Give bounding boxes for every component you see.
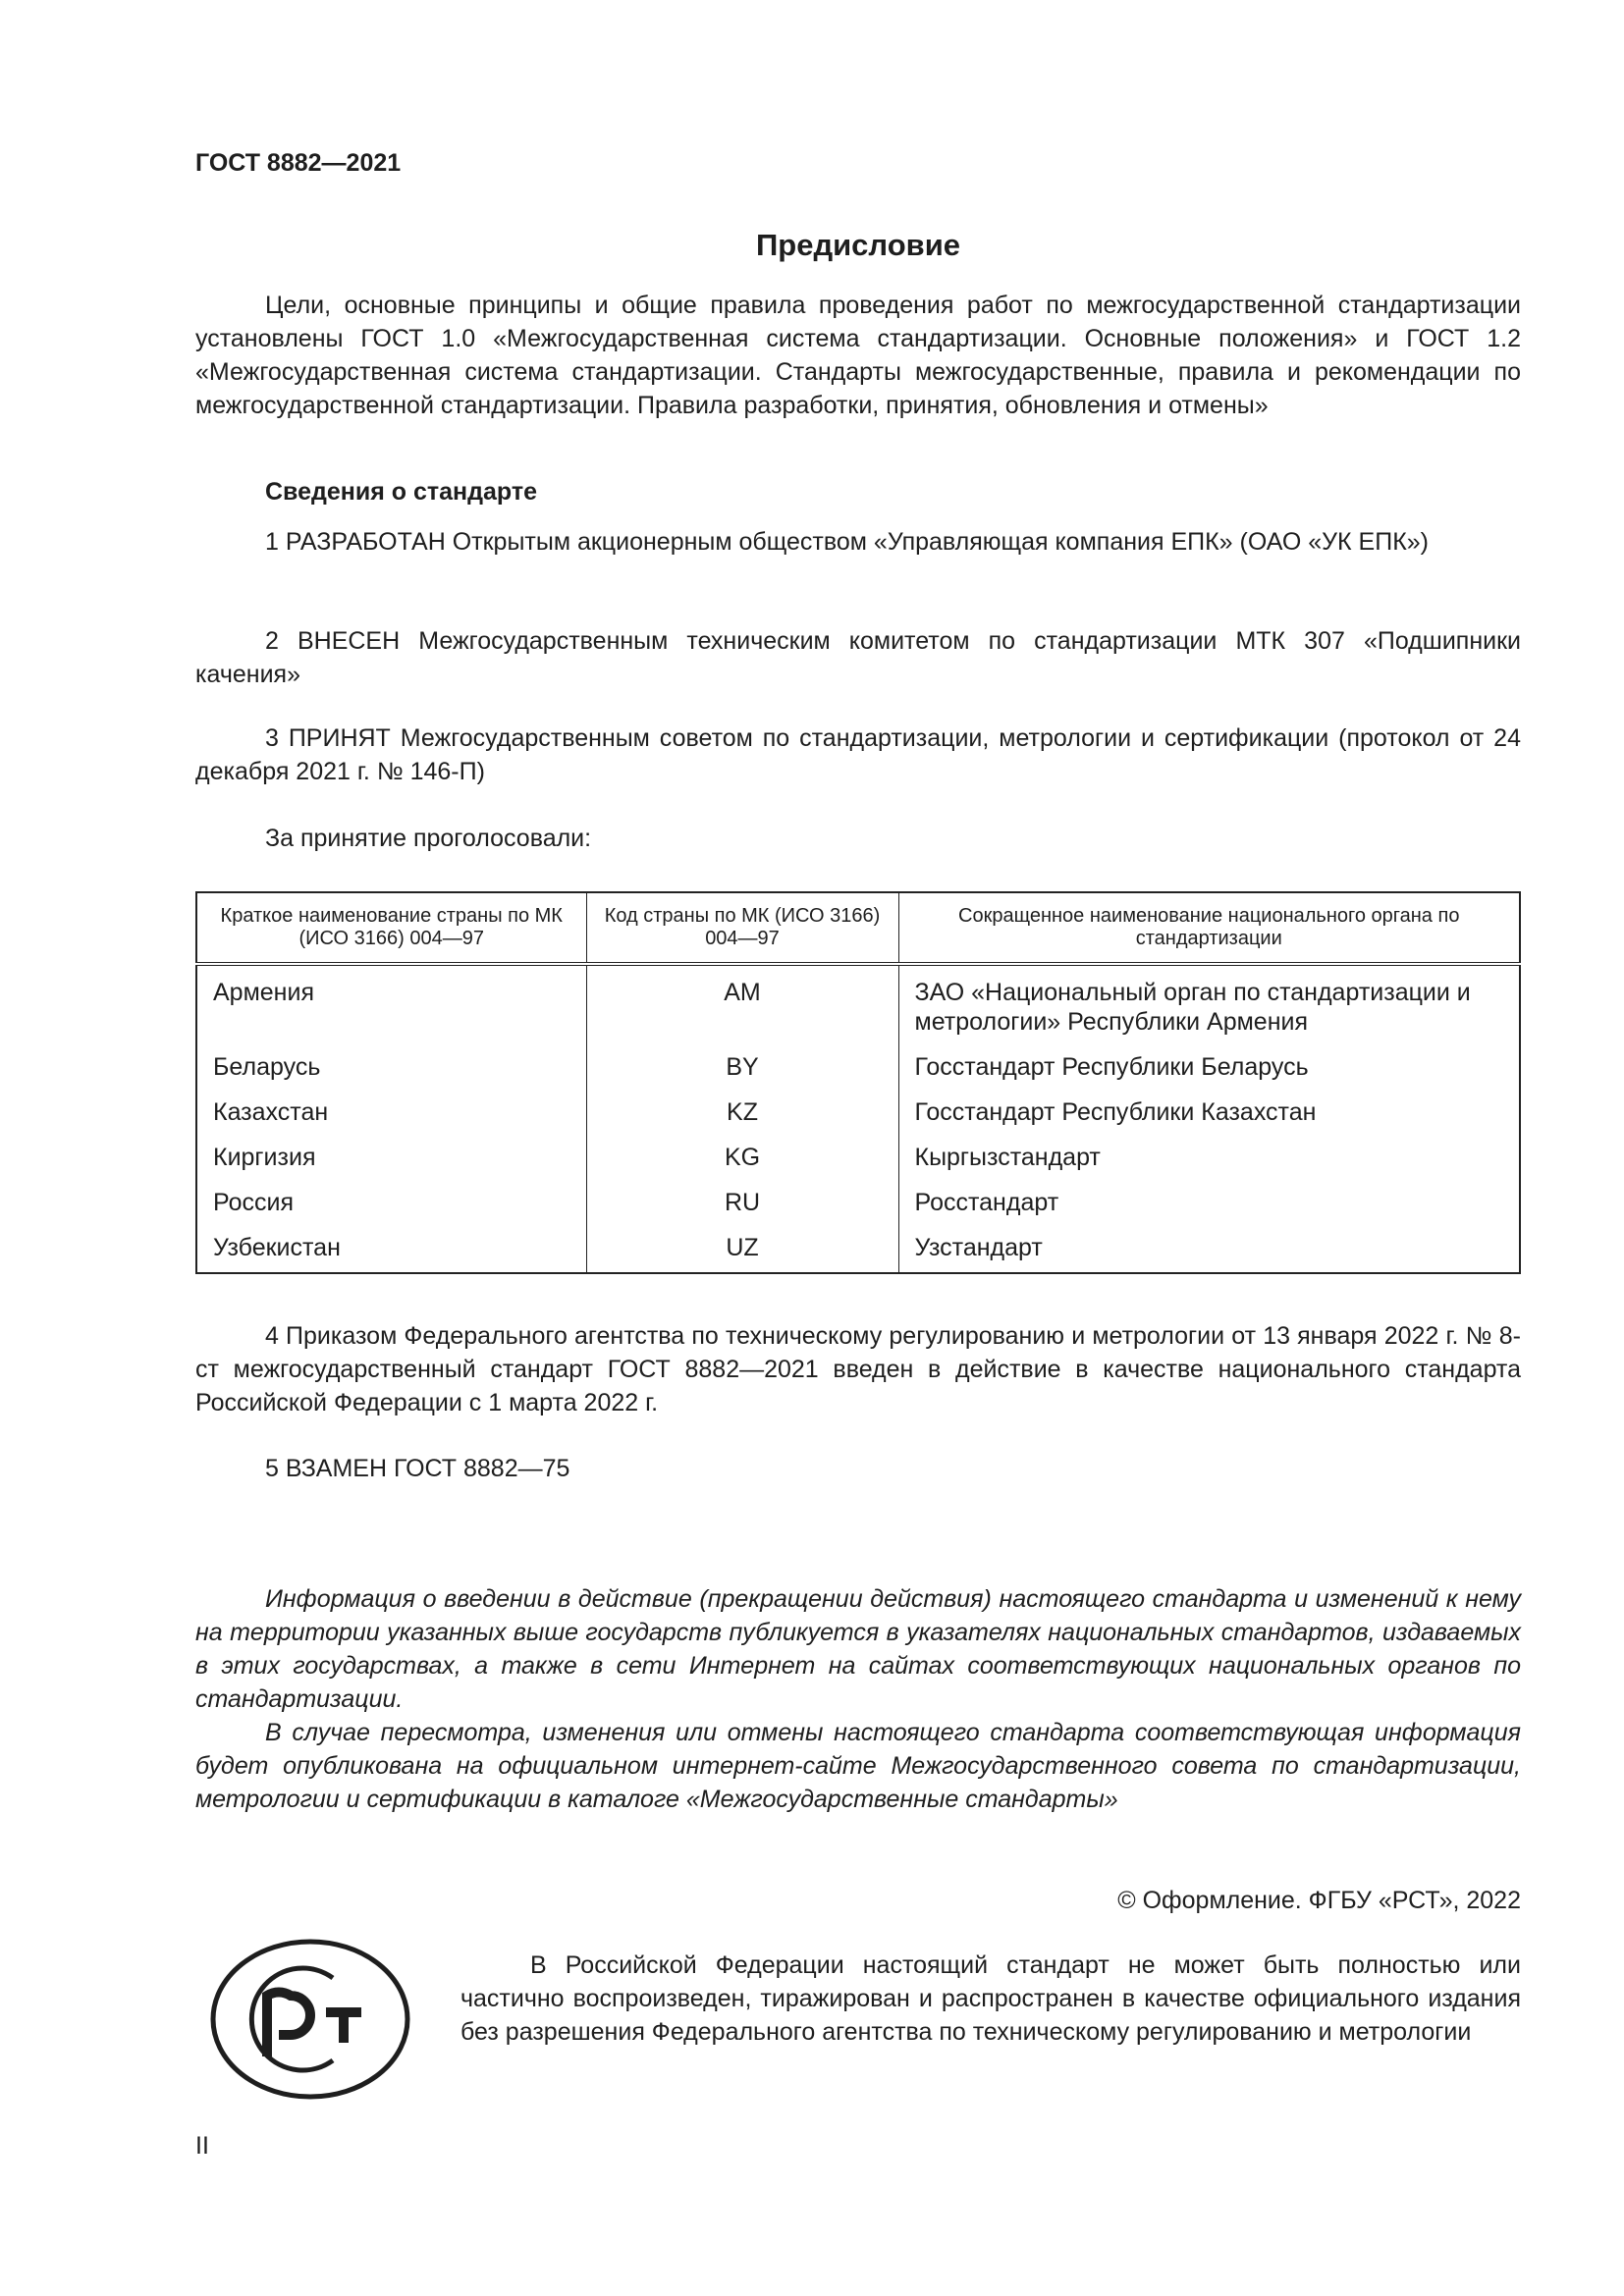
header-country: Краткое наименование страны по МК (ИСО 3166) 004—97 [196,892,586,964]
cell-body: Узстандарт [898,1225,1520,1273]
cell-country: Россия [196,1180,586,1225]
cell-code: KG [586,1135,898,1180]
cell-country: Армения [196,964,586,1044]
intro-paragraph: Цели, основные принципы и общие правила проведения работ по межгосударственной стандартизации установлены ГОСТ 1.0 «Межгосударственная система стандартизации. Основные положения» и ГОСТ 1.2 «Межгосударственная система стандартизации. Стандарты межгосударственные, правила и рекомендации по межгосударственной стандартизации. Правила разработки, принятия, обновления и отмены» [195,292,1521,419]
cell-code: BY [586,1044,898,1090]
table-row [196,1135,1520,1180]
item-3: 3 ПРИНЯТ Межгосударственным советом по стандартизации, метрологии и сертификации (протокол от 24 декабря 2021 г. № 146-П) [195,724,1521,785]
notice-paragraph-1: Информация о введении в действие (прекращении действия) настоящего стандарта и изменений к нему на территории указанных выше государств публикуется в указателях национальных стандартов, издаваемых в этих государствах, а также в сети Интернет на сайтах соответствующих национальных органов по стандартизации. [195,1585,1521,1713]
cell-code: RU [586,1180,898,1225]
header-code: Код страны по МК (ИСО 3166) 004—97 [586,892,898,964]
cell-body: Росстандарт [898,1180,1520,1225]
item-5: 5 ВЗАМЕН ГОСТ 8882—75 [265,1455,570,1482]
document-header: ГОСТ 8882—2021 [195,149,402,177]
page-number: II [195,2132,209,2160]
cell-body: Госстандарт Республики Казахстан [898,1090,1520,1135]
item-2: 2 ВНЕСЕН Межгосударственным техническим комитетом по стандартизации МТК 307 «Подшипники качения» [195,627,1521,688]
cell-body: ЗАО «Национальный орган по стандартизации и метрологии» Республики Армения [898,964,1520,1044]
table-header-row [196,892,1520,964]
cell-country: Киргизия [196,1135,586,1180]
cell-country: Узбекистан [196,1225,586,1273]
rf-notice: В Российской Федерации настоящий стандарт не может быть полностью или частично воспроизведен, тиражирован и распространен в качестве официального издания без разрешения Федерального агентства по техническому регулированию и метрологии [460,1951,1521,2046]
table-row [196,964,1520,1044]
voted-label: За принятие проголосовали: [265,825,592,852]
table-row [196,1180,1520,1225]
cell-country: Казахстан [196,1090,586,1135]
cell-body: Кыргызстандарт [898,1135,1520,1180]
copyright: © Оформление. ФГБУ «РСТ», 2022 [1117,1887,1521,1914]
cell-body: Госстандарт Республики Беларусь [898,1044,1520,1090]
item-4: 4 Приказом Федерального агентства по техническому регулированию и метрологии от 13 января 2022 г. № 8-ст межгосударственный стандарт ГОСТ 8882—2021 введен в действие в качестве национального стандарта Российской Федерации с 1 марта 2022 г. [195,1322,1521,1416]
rst-logo-icon [210,1939,411,2101]
table-row [196,1090,1520,1135]
cell-code: KZ [586,1090,898,1135]
page-title: Предисловие [755,228,960,262]
cell-code: UZ [586,1225,898,1273]
table-row [196,1225,1520,1273]
table-row [196,1044,1520,1090]
info-heading: Сведения о стандарте [265,478,538,506]
notice-paragraph-2: В случае пересмотра, изменения или отмены настоящего стандарта соответствующая информация будет опубликована на официальном интернет-сайте Межгосударственного совета по стандартизации, метрологии и сертификации в каталоге «Межгосударственные стандарты» [195,1719,1521,1813]
voting-table [195,891,1521,1274]
item-1: 1 РАЗРАБОТАН Открытым акционерным обществом «Управляющая компания ЕПК» (ОАО «УК ЕПК») [265,528,1429,556]
header-body: Сокращенное наименование национального органа по стандартизации [898,892,1520,964]
cell-country: Беларусь [196,1044,586,1090]
cell-code: AM [586,964,898,1044]
